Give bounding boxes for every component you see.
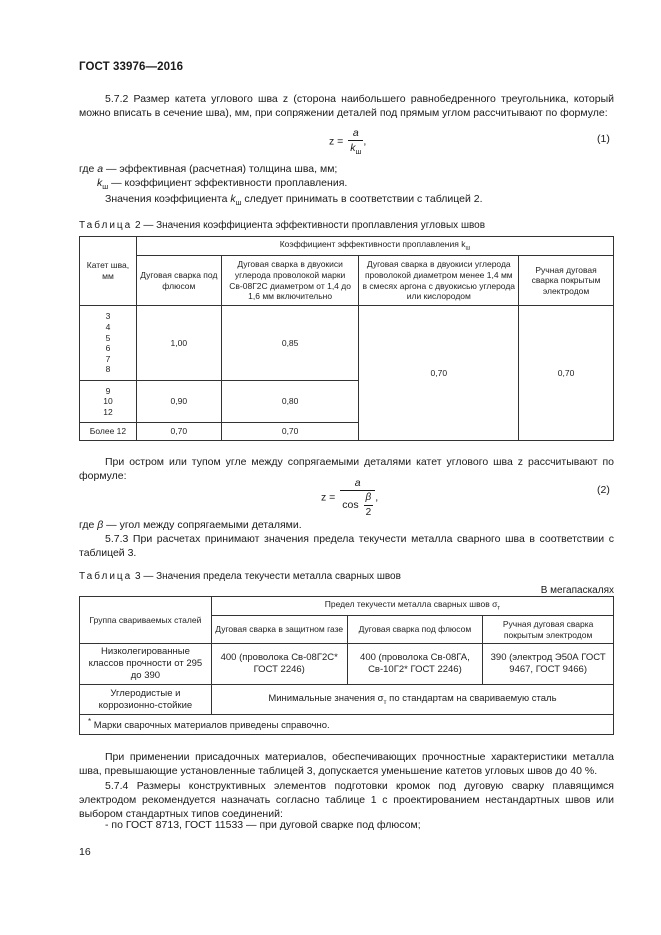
t2-r3-catet: Более 12	[80, 423, 137, 441]
where-beta-pre: где	[79, 519, 98, 531]
formula-2-cos: cos	[342, 499, 359, 512]
table-2-caption-label: Таблица	[79, 220, 133, 231]
t2-r3-v1: 0,70	[136, 423, 221, 441]
t2-header-coef	[136, 237, 613, 256]
t2-col-flux: Дуговая сварка под флюсом	[136, 256, 221, 306]
t2-col-co2-wire: Дуговая сварка в двуокиси углерода проволокой марки Св-08Г2С диаметром от 1,4 до 1,6 мм включительно	[221, 256, 359, 306]
formula-2-lhs: z =	[321, 491, 336, 504]
t2-r1-v1: 1,00	[136, 306, 221, 381]
t2-catet: 7	[105, 353, 111, 364]
table-3-caption	[79, 570, 401, 584]
formula-2-numerator: a	[340, 476, 375, 491]
t3-footnote-text: Марки сварочных материалов приведены справочно.	[91, 720, 330, 732]
formula-2-fraction	[340, 476, 375, 519]
t3-r2-value	[211, 685, 613, 715]
t2-r3-v2: 0,70	[221, 423, 359, 441]
paragraph-5-7-3: 5.7.3 При расчетах принимают значения предела текучести металла сварного шва в соответствии с таблицей 3.	[79, 533, 614, 560]
where-beta-symbol: β	[97, 519, 104, 531]
table-3-caption-label: Таблица	[79, 571, 133, 582]
coef-symbol: k	[230, 193, 236, 205]
where-a-line	[79, 162, 614, 176]
formula-2-denominator	[340, 491, 375, 519]
formula-2-beta: β	[364, 491, 374, 506]
t3-header-limit-sub: т	[497, 605, 501, 612]
formula-1-lhs: z =	[329, 135, 344, 148]
table-3-caption-text: 3 — Значения предела текучести металла сварных швов	[132, 571, 401, 582]
formula-1-den-symbol: k	[350, 142, 356, 155]
formula-1-denominator	[348, 141, 363, 157]
t3-r2-value-sub: т	[383, 698, 387, 706]
paragraph-5-7-4: 5.7.4 Размеры конструктивных элементов подготовки кромок под дуговую сварку плавящимся электродом рекомендуется назначать согласно таблице 1 с проектированием нестандартных швов или выбором стандартных типов соединений:	[79, 780, 614, 821]
t3-r2-value-pre: Минимальные значения σ	[268, 692, 384, 704]
t3-r1-group: Низколегированные классов прочности от 295 до 390	[80, 644, 212, 685]
formula-1-tail: ,	[363, 135, 367, 148]
t2-merged-v4: 0,70	[519, 306, 614, 441]
t2-catet: 3	[105, 311, 111, 322]
where-k-text: — коэффициент эффективности проплавления.	[108, 177, 348, 189]
t2-catet: 9	[105, 385, 111, 396]
t3-r1-v3: 390 (электрод Э50А ГОСТ 9467, ГОСТ 9466)	[483, 644, 614, 685]
t3-header-limit-text: Предел текучести металла сварных швов σ	[324, 599, 498, 609]
t2-header-catet: Катет шва, мм	[80, 237, 137, 306]
t2-catet: 8	[105, 364, 111, 375]
bullet-gost-8713: - по ГОСТ 8713, ГОСТ 11533 — при дуговой сварке под флюсом;	[105, 819, 421, 831]
t2-r2-v2: 0,80	[221, 381, 359, 423]
where-beta-line	[79, 518, 614, 532]
t2-header-coef-sub: ш	[465, 245, 471, 252]
coef-sub: ш	[235, 198, 242, 208]
where-k-sub: ш	[102, 182, 109, 192]
t3-r1-v2: 400 (проволока Св-08ГА, Св-10Г2* ГОСТ 2246)	[347, 644, 483, 685]
paragraph-filler: При применении присадочных материалов, обеспечивающих прочностные характеристики металла шва, превышающие установленные таблицей 3, допускается уменьшение катетов угловых швов до 40 %.	[79, 751, 614, 778]
t3-col-gas: Дуговая сварка в защитном газе	[211, 616, 347, 644]
t3-header-limit	[211, 597, 613, 616]
t2-r2-catets	[80, 381, 137, 423]
t2-merged-v3: 0,70	[359, 306, 519, 441]
t2-col-co2-argon: Дуговая сварка в двуокиси углерода проволокой диаметром менее 1,4 мм в смесях аргона с двуокисью углерода или кислородом	[359, 256, 519, 306]
where-k-symbol: k	[97, 177, 103, 189]
where-beta-text: — угол между сопрягаемыми деталями.	[103, 519, 302, 531]
where-a-pre: где	[79, 163, 98, 175]
formula-1-fraction	[348, 126, 363, 157]
where-a-symbol: a	[97, 163, 104, 175]
where-k-line	[97, 176, 632, 192]
t2-catet: 6	[105, 343, 111, 354]
t2-r2-v1: 0,90	[136, 381, 221, 423]
table-2	[79, 236, 614, 441]
table-3-units: В мегапаскалях	[540, 585, 614, 596]
table-2-caption	[79, 219, 485, 233]
formula-2	[321, 476, 378, 519]
t3-footnote	[80, 715, 614, 735]
t3-r2-group: Углеродистые и коррозионно-стойкие	[80, 685, 212, 715]
t2-catet: 12	[103, 406, 113, 417]
t2-catet: 10	[103, 396, 113, 407]
page-number: 16	[79, 846, 91, 858]
t3-col-flux: Дуговая сварка под флюсом	[347, 616, 483, 644]
t3-footnote-mark: *	[88, 717, 92, 727]
formula-2-two: 2	[365, 506, 372, 518]
formula-1	[329, 126, 366, 157]
equation-number-2: (2)	[597, 484, 610, 496]
t3-r1-v1: 400 (проволока Св-08Г2С* ГОСТ 2246)	[211, 644, 347, 685]
coefficient-line	[79, 192, 614, 208]
where-a-text: — эффективная (расчетная) толщина шва, мм;	[103, 163, 338, 175]
t3-header-group: Группа свариваемых сталей	[80, 597, 212, 644]
t3-r2-value-post: по стандартам на свариваемую сталь	[386, 692, 557, 704]
paragraph-acute-angle: При остром или тупом угле между сопрягаемыми деталями катет углового шва z рассчитывают по формуле:	[79, 456, 614, 483]
table-3	[79, 596, 614, 735]
t3-col-manual: Ручная дуговая сварка покрытым электродом	[483, 616, 614, 644]
t2-catet: 4	[105, 321, 111, 332]
t2-r1-v2: 0,85	[221, 306, 359, 381]
t2-col-manual: Ручная дуговая сварка покрытым электродом	[519, 256, 614, 306]
t2-header-coef-text: Коэффициент эффективности проплавления k	[279, 239, 466, 249]
formula-1-numerator: a	[348, 126, 363, 141]
document-header: ГОСТ 33976—2016	[79, 61, 184, 73]
formula-2-tail: ,	[375, 491, 379, 504]
t2-catet: 5	[105, 332, 111, 343]
equation-number-1: (1)	[597, 133, 610, 145]
coef-pre: Значения коэффициента	[105, 193, 231, 205]
formula-1-den-sub: ш	[355, 147, 362, 157]
table-2-caption-text: 2 — Значения коэффициента эффективности проплавления угловых швов	[132, 220, 486, 231]
formula-2-inner-fraction	[364, 491, 374, 519]
t2-r1-catets	[80, 306, 137, 381]
paragraph-5-7-2: 5.7.2 Размер катета углового шва z (сторона наибольшего равнобедренного треугольника, который можно вписать в сечение шва), мм, при сопряжении деталей под прямым углом рассчитывают по формуле:	[79, 93, 614, 120]
coef-post: следует принимать в соответствии с таблицей 2.	[241, 193, 483, 205]
